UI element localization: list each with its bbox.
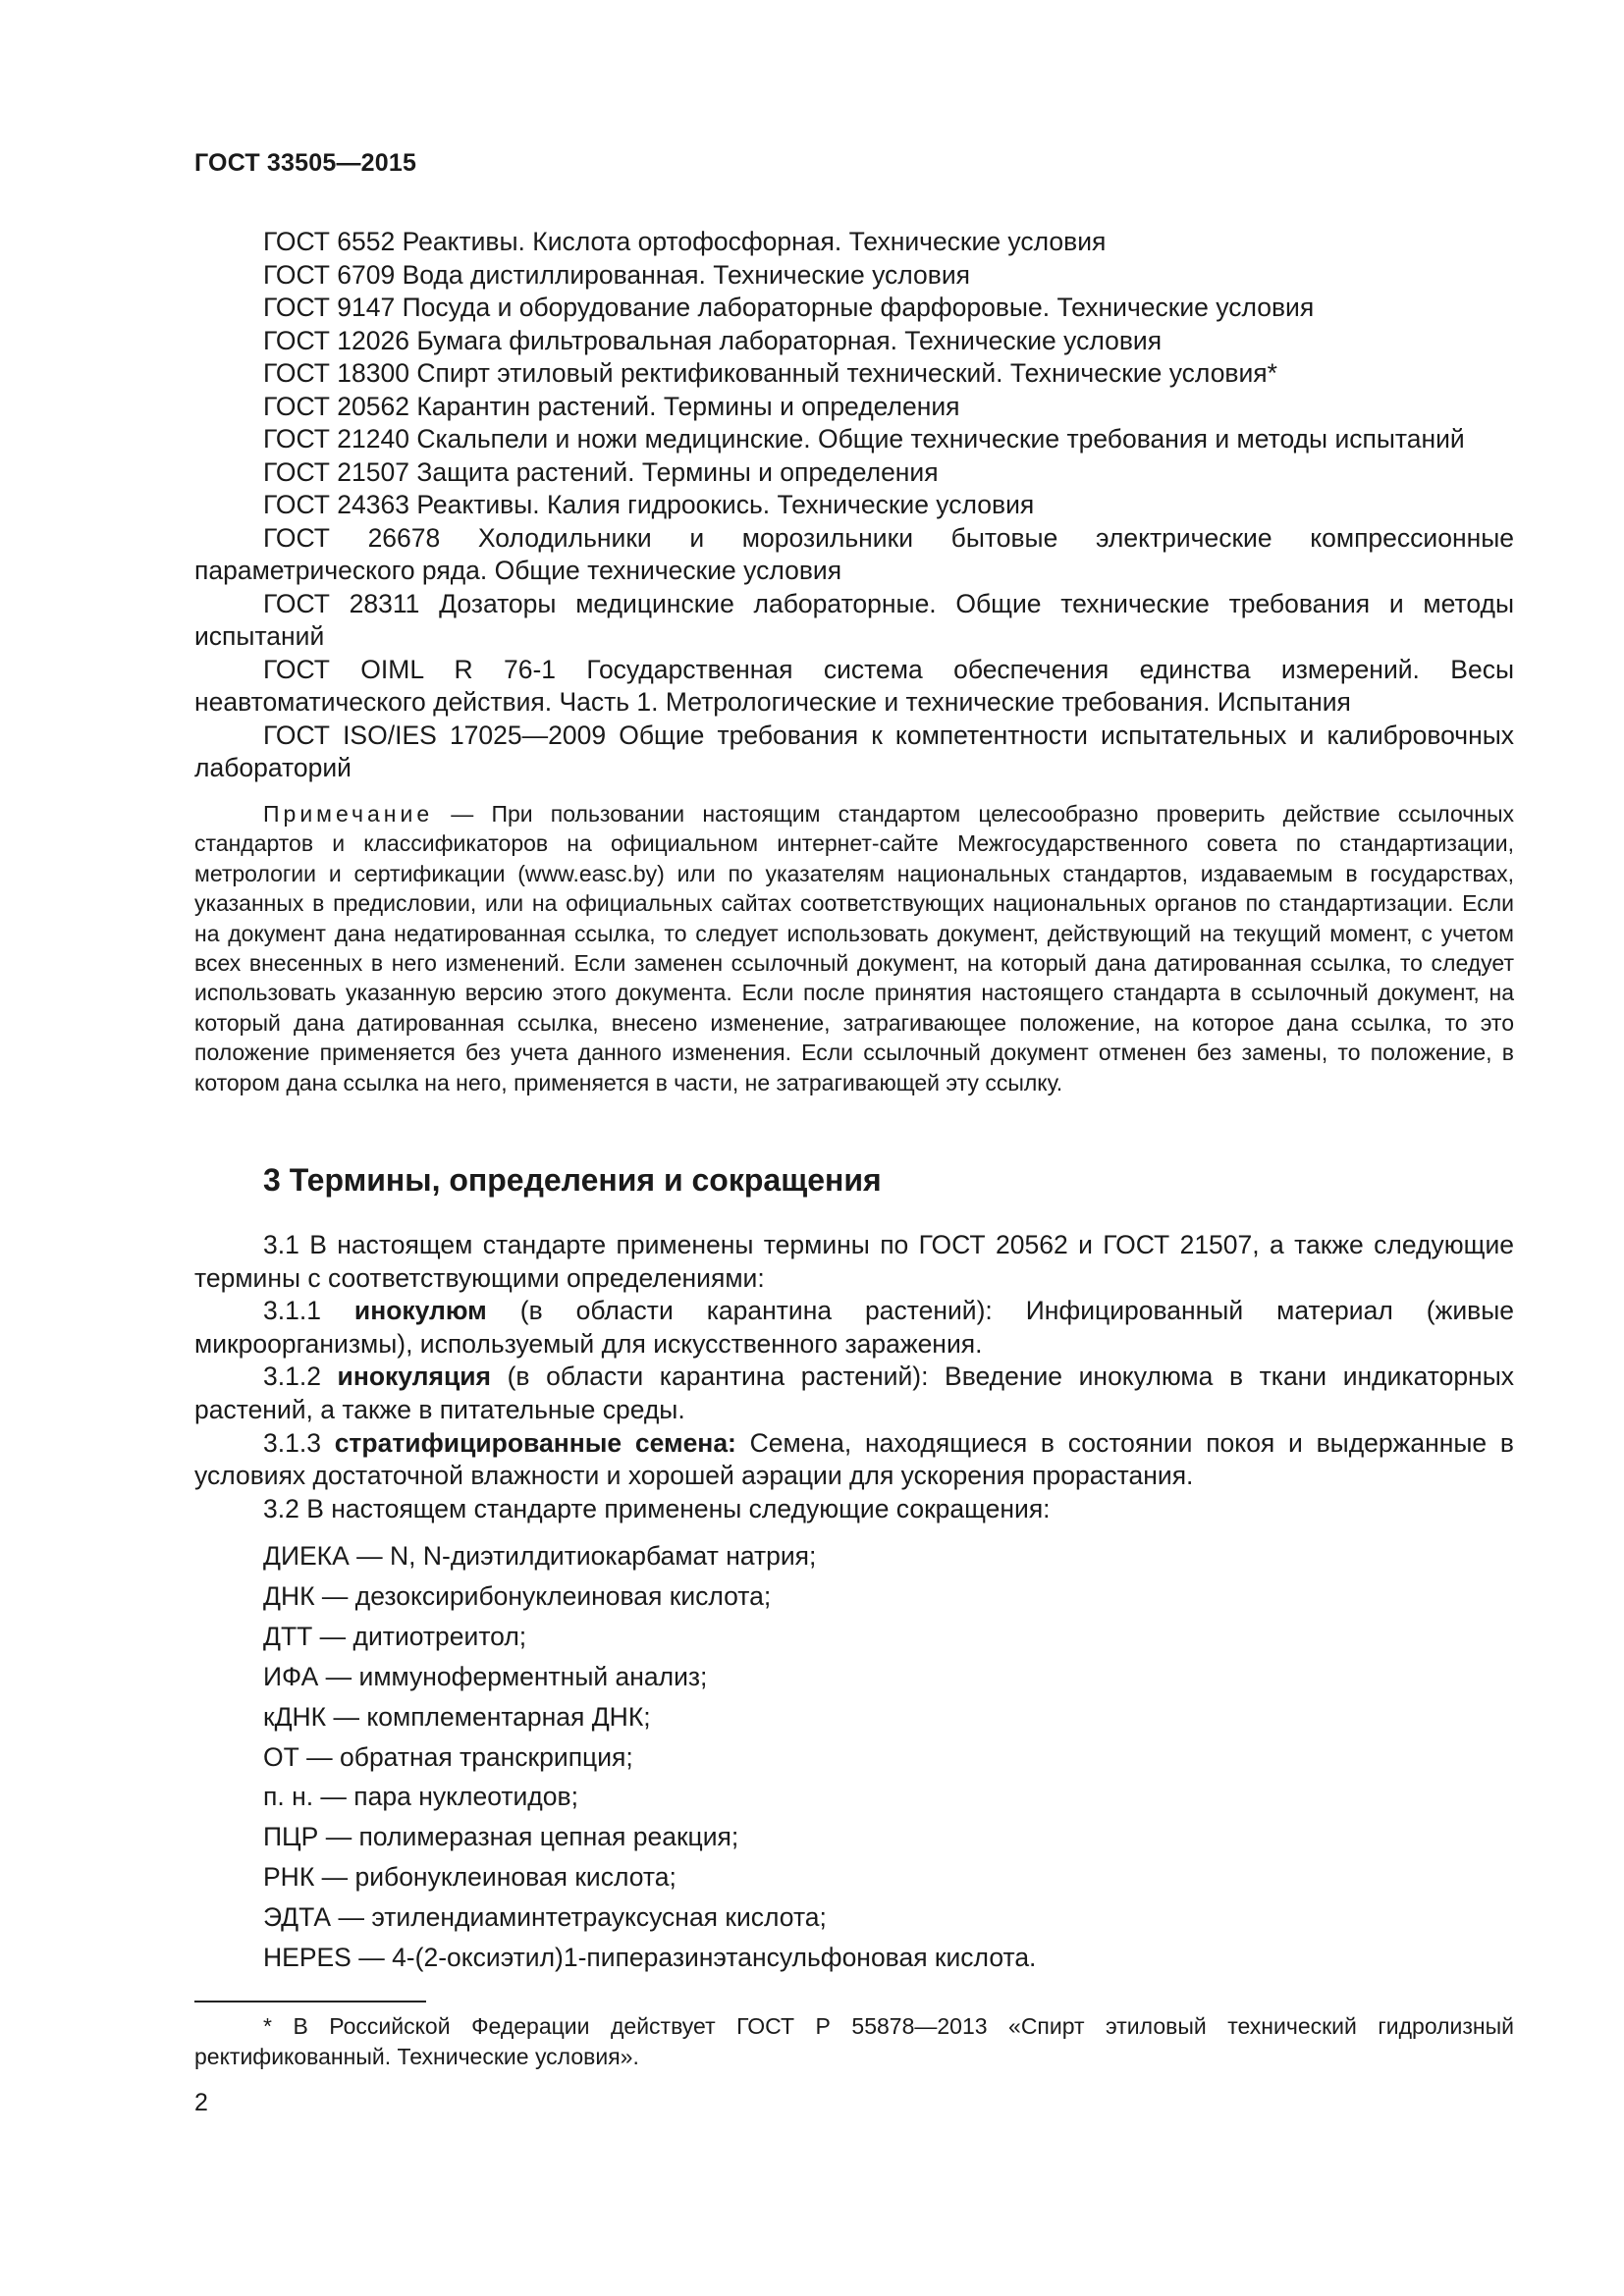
abbreviation-item: ИФА — иммуноферментный анализ; xyxy=(263,1661,708,1691)
paragraph-3-1: 3.1 В настоящем стандарте применены термины по ГОСТ 20562 и ГОСТ 21507, а также следующие термины с соответствующими определениями: xyxy=(194,1230,1514,1293)
terms-section xyxy=(194,1229,1514,1525)
term-number: 3.1.1 xyxy=(263,1296,354,1326)
term-name: инокуляция xyxy=(337,1362,492,1392)
section-title: 3 Термины, определения и сокращения xyxy=(263,1162,882,1198)
abbreviation-item: РНК — рибонуклеиновая кислота; xyxy=(263,1862,677,1893)
reference-item: ГОСТ 20562 Карантин растений. Термины и определения xyxy=(263,391,960,421)
note-paragraph xyxy=(194,799,1514,1097)
reference-item: ГОСТ 21507 Защита растений. Термины и определения xyxy=(263,456,939,487)
reference-item: ГОСТ 24363 Реактивы. Калия гидроокись. Технические условия xyxy=(263,490,1035,519)
abbreviation-item: ОТ — обратная транскрипция; xyxy=(263,1741,633,1772)
abbreviations-list xyxy=(263,1536,1036,1978)
term-definition: (в области карантина растений): Инфицированный материал (живые микроорганизмы), используемый для искусственного заражения. xyxy=(194,1296,1514,1359)
abbreviation-item: ЭДТА — этилендиаминтетрауксусная кислота; xyxy=(263,1902,827,1933)
term-definition: (в области карантина растений): Введение инокулюма в ткани индикаторных растений, а также в питательные среды. xyxy=(194,1362,1514,1424)
abbreviation-item: ПЦР — полимеразная цепная реакция; xyxy=(263,1822,739,1852)
note-text: — При пользовании настоящим стандартом целесообразно проверить действие ссылочных стандартов и классификаторов на официальном интернет-сайте Межгосударственного совета по стандартизации, метрологии и сертификации (www.easc.by) или по указателям национальных стандартов, издаваемым в государствах, указанных в предисловии, или на официальных сайтах соответствующих национальных органов по стандартизации. Если на документ дана недатированная ссылка, то следует использовать документ, действующий на текущий момент, с учетом всех внесенных в него изменений. Если заменен ссылочный документ, на который дана датированная ссылка, то следует использовать указанную версию этого документа. Если после принятия настоящего стандарта в ссылочный документ, на который дана датированная ссылка, внесено изменение, затрагивающее положение, на которое дана ссылка, то это положение применяется без учета данного изменения. Если ссылочный документ отменен без замены, то положение, в котором дана ссылка на него, применяется в части, не затрагивающей эту ссылку. xyxy=(194,801,1514,1095)
footnote: * В Российской Федерации действует ГОСТ Р 55878—2013 «Спирт этиловый технический гидролизный ректификованный. Технические условия». xyxy=(194,2013,1514,2069)
term-definition: Семена, находящиеся в состоянии покоя и выдержанные в условиях достаточной влажности и хорошей аэрации для ускорения прорастания. xyxy=(194,1427,1514,1491)
abbreviation-item: п. н. — пара нуклеотидов; xyxy=(263,1782,578,1812)
term-3-1-3 xyxy=(194,1427,1514,1493)
paragraph-3-2: 3.2 В настоящем стандарте применены следующие сокращения: xyxy=(263,1493,1051,1523)
term-name: стратифицированные семена: xyxy=(334,1427,736,1458)
reference-item: ГОСТ 21240 Скальпели и ножи медицинские. Общие технические требования и методы испытаний xyxy=(263,424,1465,454)
abbreviation-item: кДНК — комплементарная ДНК; xyxy=(263,1701,651,1732)
reference-item: ГОСТ ISO/IES 17025—2009 Общие требования к компетентности испытательных и калибровочных лабораторий xyxy=(194,720,1514,782)
reference-item: ГОСТ OIML R 76-1 Государственная система обеспечения единства измерений. Весы неавтоматического действия. Часть 1. Метрологические и технические требования. Испытания xyxy=(194,654,1514,717)
document-code-header: ГОСТ 33505—2015 xyxy=(194,149,417,177)
abbreviation-item: HEPES — 4-(2-оксиэтил)1-пиперазинэтансульфоновая кислота. xyxy=(263,1943,1037,1973)
reference-item: ГОСТ 6552 Реактивы. Кислота ортофосфорная. Технические условия xyxy=(263,227,1107,256)
note-label: Примечание xyxy=(263,801,434,827)
reference-item: ГОСТ 28311 Дозаторы медицинские лабораторные. Общие технические требования и методы испытаний xyxy=(194,588,1514,651)
reference-item: ГОСТ 26678 Холодильники и морозильники бытовые электрические компрессионные параметрического ряда. Общие технические условия xyxy=(194,522,1514,585)
reference-item: ГОСТ 18300 Спирт этиловый ректификованный технический. Технические условия* xyxy=(263,358,1277,388)
reference-item: ГОСТ 6709 Вода дистиллированная. Технические условия xyxy=(263,259,971,290)
term-3-1-2 xyxy=(194,1361,1514,1426)
reference-item: ГОСТ 9147 Посуда и оборудование лабораторные фарфоровые. Технические условия xyxy=(263,293,1315,322)
abbreviation-item: ДИЕКА — N, N-диэтилдитиокарбамат натрия; xyxy=(263,1541,817,1571)
term-name: инокулюм xyxy=(353,1296,487,1326)
reference-item: ГОСТ 12026 Бумага фильтровальная лабораторная. Технические условия xyxy=(263,325,1163,355)
abbreviation-item: ДНК — дезоксирибонуклеиновая кислота; xyxy=(263,1580,772,1611)
term-3-1-1 xyxy=(194,1295,1514,1361)
normative-references-list xyxy=(194,226,1514,785)
page-number: 2 xyxy=(194,2089,208,2116)
footnote-divider xyxy=(194,2001,426,2002)
term-number: 3.1.3 xyxy=(263,1427,335,1458)
term-number: 3.1.2 xyxy=(263,1362,338,1392)
abbreviation-item: ДТТ — дитиотреитол; xyxy=(263,1621,527,1651)
